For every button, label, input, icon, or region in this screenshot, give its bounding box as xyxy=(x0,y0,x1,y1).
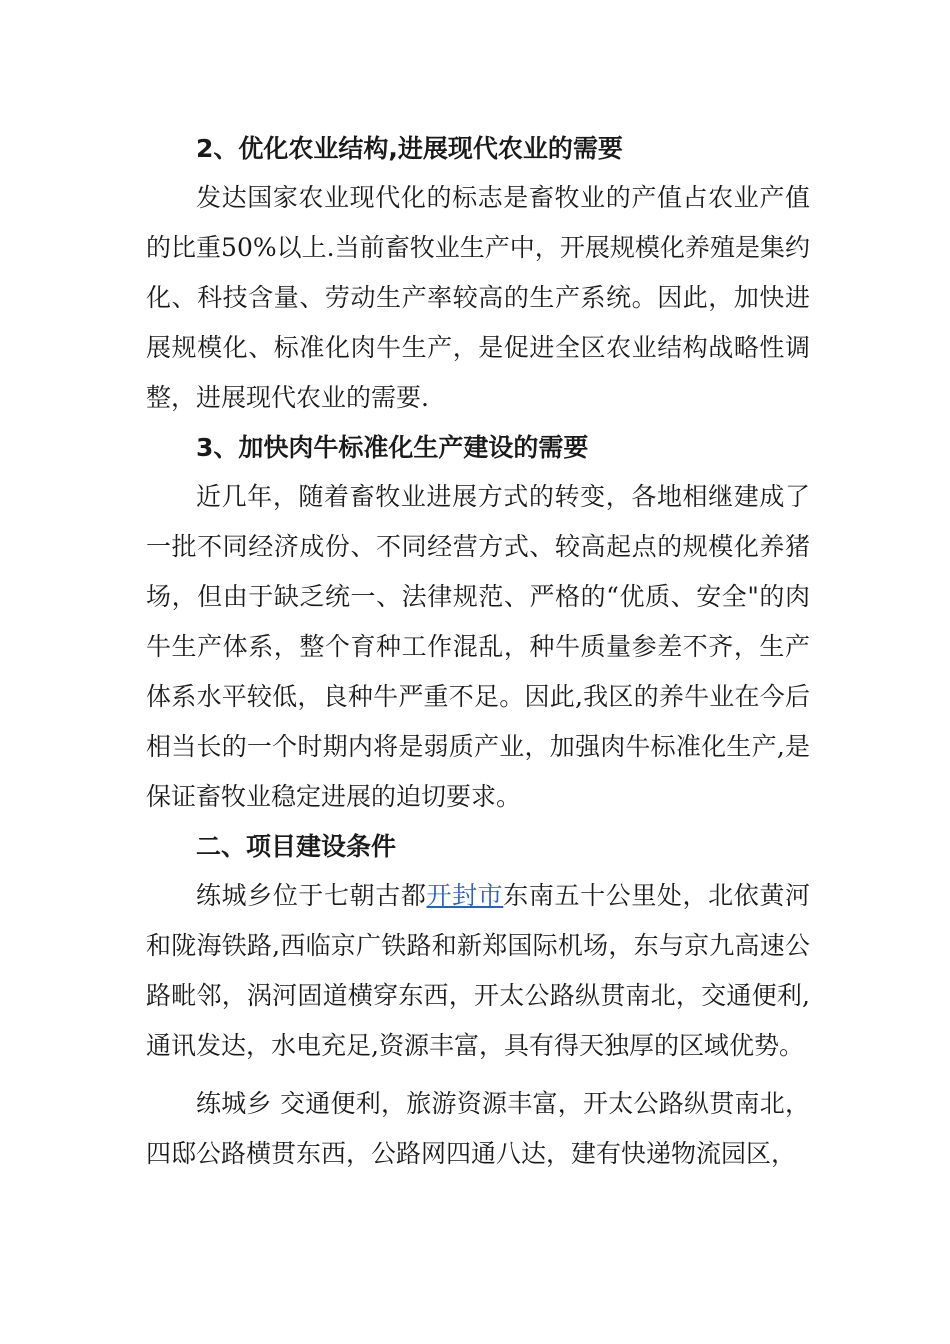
heading-beef-standardization: 3、加快肉牛标准化生产建设的需要 xyxy=(196,433,589,462)
paragraph-agriculture-modernization: 发达国家农业现代化的标志是畜牧业的产值占农业产值的比重50%以上.当前畜牧业生产中，开展规模化养殖是集约化、科技含量、劳动生产率较高的生产系统。因此，加快进展规模化、标准化肉牛生产，是促进全区农业结构战略性调整，进展现代农业的需要. xyxy=(146,183,810,412)
kaifeng-link[interactable]: 开封市 xyxy=(426,881,504,910)
heading-project-conditions: 二、项目建设条件 xyxy=(196,832,397,861)
document-body xyxy=(146,124,810,1179)
location-text-start: 练城乡位于七朝古都 xyxy=(196,881,427,910)
paragraph-beef-production: 近几年，随着畜牧业进展方式的转变，各地相继建成了一批不同经济成份、不同经营方式、较高起点的规模化养猪场，但由于缺乏统一、法律规范、严格的“优质、安全"的肉牛生产体系，整个育种工作混乱，种牛质量参差不齐，生产体系水平较低，良种牛严重不足。因此,我区的养牛业在今后相当长的一个时期内将是弱质产业，加强肉牛标准化生产,是保证畜牧业稳定进展的迫切要求。 xyxy=(146,482,810,811)
paragraph-transport: 练城乡 交通便利，旅游资源丰富，开太公路纵贯南北，四邸公路横贯东西，公路网四通八达，建有快递物流园区， xyxy=(146,1089,810,1168)
heading-optimize-agriculture: 2、优化农业结构,进展现代农业的需要 xyxy=(196,134,623,163)
paragraph-location xyxy=(146,871,810,1071)
location-text-end: 东南五十公里处，北依黄河和陇海铁路,西临京广铁路和新郑国际机场，东与京九高速公路毗邻，涡河固道横穿东西，开太公路纵贯南北，交通便利,通讯发达，水电充足,资源丰富，具有得天独厚的区域优势。 xyxy=(146,881,810,1060)
